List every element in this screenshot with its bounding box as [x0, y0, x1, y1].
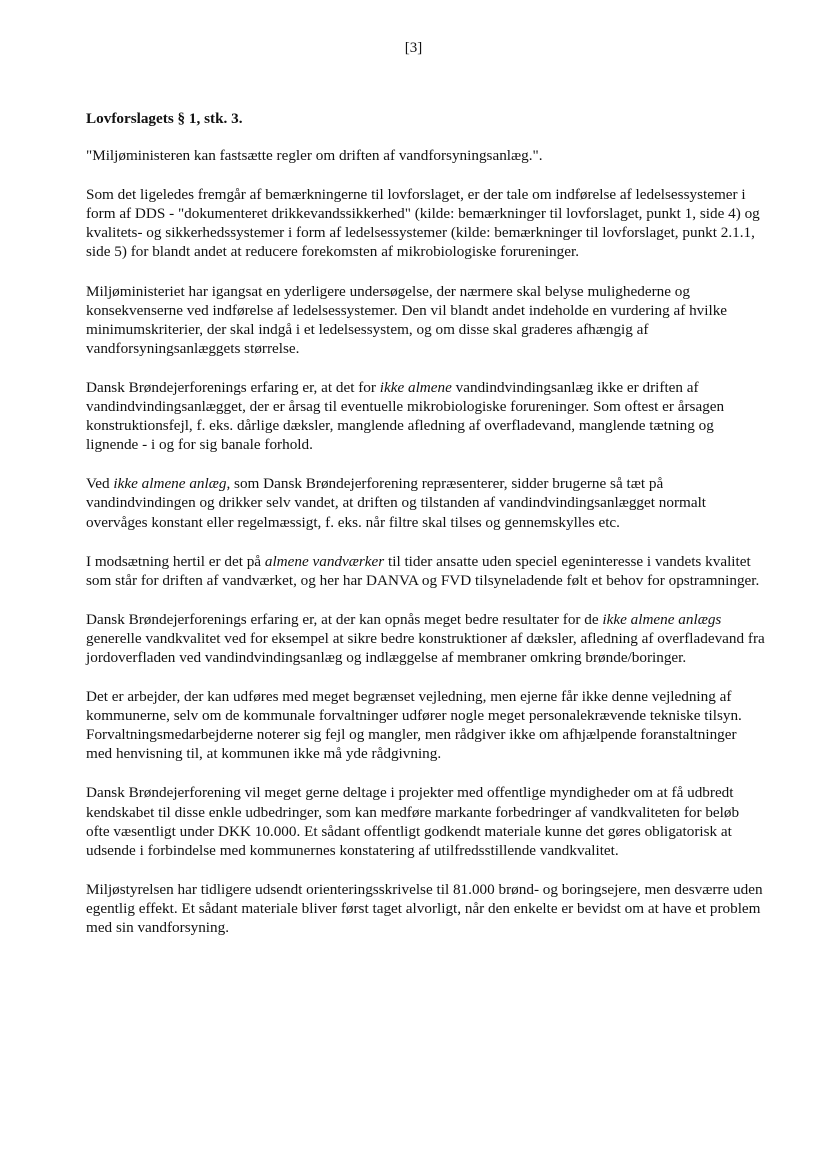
italic-text: ikke almene anlæg [113, 475, 227, 493]
quote-paragraph: "Miljøministeren kan fastsætte regler om driften af vandforsyningsanlæg.". [86, 147, 543, 165]
body-paragraph [86, 185, 766, 261]
body-paragraph [86, 880, 766, 937]
page-number: [3] [404, 40, 423, 56]
document-body [86, 109, 766, 957]
body-paragraph [86, 378, 766, 454]
paragraph-text: Ved [86, 475, 114, 493]
section-heading: Lovforslagets § 1, stk. 3. [86, 110, 243, 127]
paragraph-text: vandindvindingsanlæg ikke er driften af vandindvindingsanlægget, der er årsag til eventuelle mikrobiologiske forureninger. Som oftest er årsagen konstruktionsfejl, f. eks. dårlige dæksler, manglende afledning af overfladevand, manglende tætning og lignende - i og for sig banale forhold. [86, 378, 725, 454]
italic-text: almene vandværker [264, 552, 385, 570]
paragraph-text: Dansk Brøndejerforenings erfaring er, at der kan opnås meget bedre resultater for de [86, 610, 603, 628]
paragraph-text: Det er arbejder, der kan udføres med meget begrænset vejledning, men ejerne får ikke denne vejledning af kommunerne, selv om de kommunale forvaltninger udfører nogle meget personalekrævende tekniske tilsyn. Forvaltningsmedarbejderne noterer sig fejl og mangler, men rådgiver ikke om afhjælpende foranstaltninger med henvisning til, at kommunen ikke må yde rådgivning. [86, 688, 742, 763]
body-paragraph [86, 783, 766, 859]
paragraph-text: Dansk Brøndejerforening vil meget gerne deltage i projekter med offentlige myndigheder om at få udbredt kendskabet til disse enkle udbedringer, som kan medføre markante forbedringer af vandkvaliteten for beløb ofte væsentligt under DKK 10.000. Et sådant offentligt godkendt materiale kunne det gøres obligatorisk at udsende i forbindelse med kommunernes konstatering af utilfredsstillende vandkvalitet. [86, 784, 740, 859]
body-paragraph [86, 282, 766, 358]
italic-text: ikke almene anlægs [602, 610, 722, 628]
paragraph-text: generelle vandkvalitet ved for eksempel at sikre bedre konstruktioner af dæksler, afledning af overfladevand fra jordoverfladen ved vandindvindingsanlæg og indlæggelse af membraner omkring brønde/boringer. [86, 629, 765, 666]
paragraph-text: I modsætning hertil er det på [86, 552, 265, 570]
body-paragraph [86, 610, 766, 667]
italic-text: ikke almene [379, 378, 452, 396]
body-paragraph [86, 552, 766, 590]
paragraph-text: til tider ansatte uden speciel egeninteresse i vandets kvalitet som står for driften af vandværket, og her har DANVA og FVD tilsyneladende følt et behov for opstramninger. [86, 552, 760, 589]
body-paragraph [86, 474, 766, 531]
paragraph-text: , som Dansk Brøndejerforening repræsenterer, sidder brugerne så tæt på vandindvindingen og drikker selv vandet, at driften og tilstanden af vandindvindingsanlægget normalt overvåges konstant eller regelmæssigt, f. eks. når filtre skal tilses og gennemskylles etc. [86, 475, 707, 531]
body-paragraph [86, 687, 766, 763]
paragraph-text: Miljøministeriet har igangsat en yderligere undersøgelse, der nærmere skal belyse mulighederne og konsekvenserne ved indførelse af ledelsessystemer. Den vil blandt andet indeholde en vurdering af hvilke minimumskriterier, der skal indgå i et ledelsessystem, og om disse skal graderes afhængig af vandforsyningsanlæggets størrelse. [86, 282, 728, 357]
paragraph-list [86, 185, 766, 937]
paragraph-text: Dansk Brøndejerforenings erfaring er, at det for [86, 378, 380, 396]
paragraph-text: Som det ligeledes fremgår af bemærkningerne til lovforslaget, er der tale om indførelse af ledelsessystemer i form af DDS - "dokumenteret drikkevandssikkerhed" (kilde: bemærkninger til lovforslaget, punkt 1, side 4) og kvalitets- og sikkerhedssystemer i form af ledelsessystemer (kilde: bemærkninger til lovforslaget, punkt 2.1.1, side 5) for blandt andet at reducere forekomsten af mikrobiologiske forureninger. [86, 186, 760, 261]
paragraph-text: Miljøstyrelsen har tidligere udsendt orienteringsskrivelse til 81.000 brønd- og boringsejere, men desværre uden egentlig effekt. Et sådant materiale bliver først taget alvorligt, når den enkelte er bevidst om at have et problem med sin vandforsyning. [86, 880, 763, 936]
